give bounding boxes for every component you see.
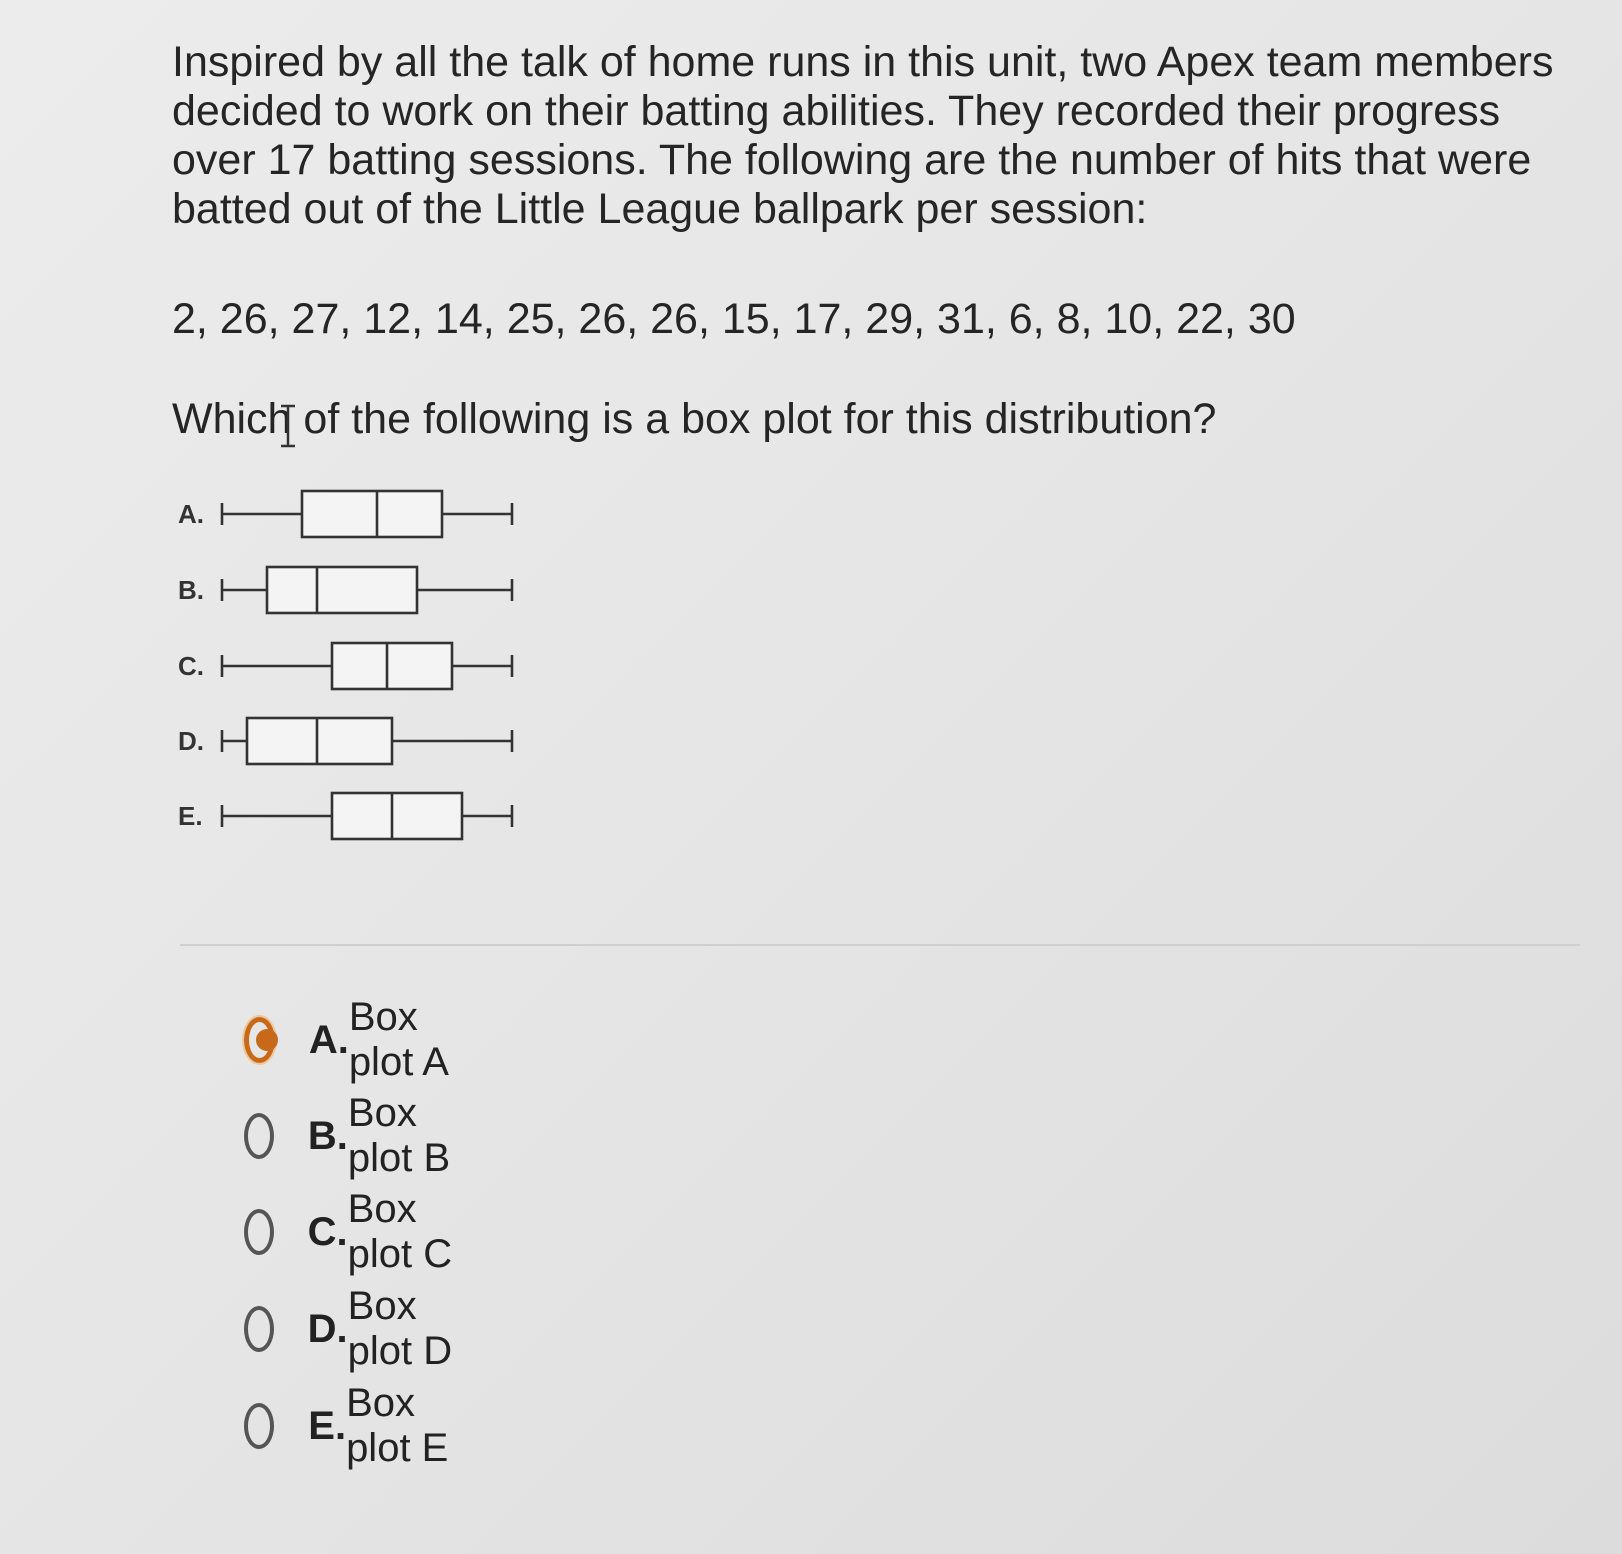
- box-plot-b-box: [267, 567, 417, 613]
- option-a-letter: A.: [308, 1017, 349, 1062]
- option-e[interactable]: [244, 1381, 453, 1470]
- option-c[interactable]: [244, 1187, 453, 1276]
- option-d[interactable]: [244, 1284, 453, 1373]
- radio-c[interactable]: [244, 1209, 274, 1255]
- option-a-text: Box plot A: [348, 995, 449, 1084]
- question-prompt: Which of the following is a box plot for this distribution?: [172, 395, 1217, 443]
- option-c-letter: C.: [307, 1209, 348, 1254]
- divider: [180, 944, 1580, 946]
- box-plot-c-label: C.: [178, 651, 204, 681]
- box-plot-d-label: D.: [178, 726, 204, 756]
- option-b-text: Box plot B: [347, 1091, 451, 1180]
- box-plot-e-label: E.: [178, 801, 203, 831]
- box-plots-figure: [170, 480, 590, 880]
- box-plot-d-box: [247, 718, 392, 764]
- box-plot-b-label: B.: [178, 575, 204, 605]
- data-values: 2, 26, 27, 12, 14, 25, 26, 26, 15, 17, 29, 31, 6, 8, 10, 22, 30: [172, 295, 1296, 343]
- radio-a[interactable]: [244, 1017, 275, 1063]
- box-plot-a-label: A.: [178, 499, 204, 529]
- box-plot-a-box: [302, 491, 442, 537]
- option-b-letter: B.: [307, 1113, 348, 1158]
- text-cursor-icon: [278, 404, 298, 448]
- option-c-text: Box plot C: [347, 1187, 453, 1276]
- radio-e[interactable]: [244, 1403, 274, 1449]
- radio-b[interactable]: [244, 1113, 274, 1159]
- option-e-text: Box plot E: [346, 1381, 449, 1470]
- question-text: Inspired by all the talk of home runs in this unit, two Apex team members decided to work on their batting abilities. They recorded their progress over 17 batting sessions. The following are the number of hits that were batted out of the Little League ballpark per session:: [172, 38, 1554, 233]
- box-plot-e-box: [332, 793, 462, 839]
- option-d-letter: D.: [307, 1306, 348, 1351]
- option-b[interactable]: [244, 1091, 453, 1180]
- option-e-letter: E.: [308, 1403, 347, 1448]
- radio-d[interactable]: [244, 1306, 274, 1352]
- option-d-text: Box plot D: [347, 1284, 453, 1373]
- box-plot-c-box: [332, 643, 452, 689]
- box-plots-svg: [170, 480, 590, 880]
- option-a[interactable]: [244, 995, 453, 1084]
